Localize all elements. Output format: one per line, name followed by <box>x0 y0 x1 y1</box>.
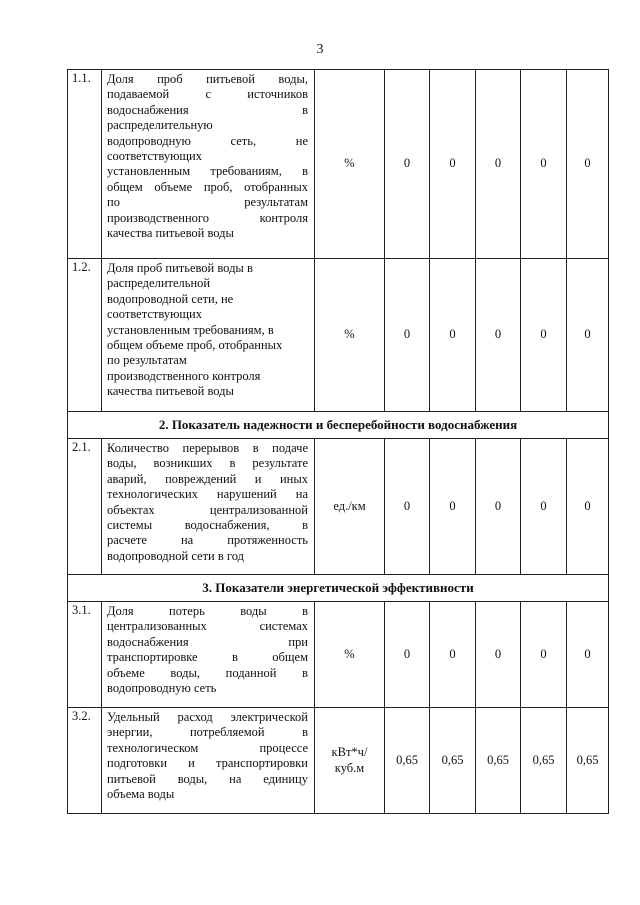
value-cell: 0,65 <box>476 708 521 814</box>
description-line: системы водоснабжения, в <box>107 517 308 532</box>
indicator-description <box>102 70 315 259</box>
value-cell: 0 <box>521 70 567 259</box>
value-cell: 0,65 <box>567 708 609 814</box>
value-cell: 0 <box>430 602 476 708</box>
table-row <box>68 708 609 814</box>
indicator-description <box>102 259 315 412</box>
table-row <box>68 259 609 412</box>
description-line: Доля потерь воды в <box>107 604 308 618</box>
value-cell: 0 <box>385 70 430 259</box>
description-line: качества питьевой воды <box>107 225 234 240</box>
description-line: качества питьевой воды <box>107 384 234 399</box>
unit-cell: ед./км <box>315 439 385 575</box>
description-line: общем объеме проб, отобранных <box>107 179 308 194</box>
description-line: Доля проб питьевой воды, <box>107 72 308 86</box>
value-cell: 0 <box>476 259 521 412</box>
description-line: общем объеме проб, отобранных <box>107 337 283 352</box>
unit-cell: % <box>315 70 385 259</box>
description-line: распределительную <box>107 118 213 133</box>
unit-cell: % <box>315 602 385 708</box>
description-line: по результатам <box>107 195 308 210</box>
value-cell: 0 <box>385 439 430 575</box>
value-cell: 0,65 <box>430 708 476 814</box>
indicator-description <box>102 602 315 708</box>
table-row <box>68 439 609 575</box>
value-cell: 0 <box>430 439 476 575</box>
description-line: подаваемой с источников <box>107 87 308 102</box>
description-line: Количество перерывов в подаче <box>107 441 308 455</box>
description-line: водопроводную сеть <box>107 680 217 695</box>
description-line: подготовки и транспортировки <box>107 756 308 771</box>
description-line: объеме воды, поданной в <box>107 665 308 680</box>
unit-cell: % <box>315 259 385 412</box>
description-line: технологических нарушений на <box>107 487 308 502</box>
row-number: 3.2. <box>68 708 102 814</box>
description-line: соответствующих <box>107 307 202 322</box>
description-line: энергии, потребляемой в <box>107 725 308 740</box>
row-number: 2.1. <box>68 439 102 575</box>
description-line: водопроводной сети, не <box>107 291 234 306</box>
indicator-description <box>102 439 315 575</box>
description-line: установленным требованиям, в <box>107 164 308 179</box>
value-cell: 0 <box>476 602 521 708</box>
unit-line: кВт*ч/ <box>331 745 368 760</box>
value-cell: 0 <box>567 70 609 259</box>
table-row <box>68 70 609 259</box>
description-line: воды, возникших в результате <box>107 456 308 471</box>
unit-cell <box>315 708 385 814</box>
value-cell: 0 <box>567 602 609 708</box>
row-number: 1.2. <box>68 259 102 412</box>
description-line: объема воды <box>107 786 175 801</box>
value-cell: 0 <box>521 602 567 708</box>
value-cell: 0 <box>521 439 567 575</box>
description-line: соответствующих <box>107 148 202 163</box>
value-cell: 0 <box>430 259 476 412</box>
value-cell: 0 <box>567 259 609 412</box>
unit-line: куб.м <box>334 760 365 775</box>
description-line: водоснабжения при <box>107 634 308 649</box>
value-cell: 0 <box>385 602 430 708</box>
description-line: водопроводную сеть, не <box>107 133 308 148</box>
row-number: 3.1. <box>68 602 102 708</box>
value-cell: 0,65 <box>521 708 567 814</box>
value-cell: 0,65 <box>385 708 430 814</box>
description-line: централизованных системах <box>107 619 308 634</box>
section-row <box>68 412 609 439</box>
description-line: транспортировке в общем <box>107 650 308 665</box>
value-cell: 0 <box>521 259 567 412</box>
description-line: расчете на протяженность <box>107 533 308 548</box>
value-cell: 0 <box>476 70 521 259</box>
value-cell: 0 <box>476 439 521 575</box>
description-line: установленным требованиям, в <box>107 322 274 337</box>
description-line: Удельный расход электрической <box>107 710 308 724</box>
value-cell: 0 <box>567 439 609 575</box>
description-line: технологическом процессе <box>107 740 308 755</box>
page-number: 3 <box>316 42 324 57</box>
description-line: питьевой воды, на единицу <box>107 771 308 786</box>
description-line: производственного контроля <box>107 368 261 383</box>
indicator-description <box>102 708 315 814</box>
description-line: распределительной <box>107 276 211 291</box>
description-line: водопроводной сети в год <box>107 548 244 563</box>
description-line: Доля проб питьевой воды в <box>107 261 253 275</box>
section-heading: 2. Показатель надежности и бесперебойности водоснабжения <box>68 412 609 439</box>
description-line: водоснабжения в <box>107 102 308 117</box>
description-line: аварий, повреждений и иных <box>107 471 308 486</box>
description-line: объектах централизованной <box>107 502 308 517</box>
value-cell: 0 <box>385 259 430 412</box>
indicators-table <box>67 69 609 814</box>
section-row <box>68 575 609 602</box>
row-number: 1.1. <box>68 70 102 259</box>
value-cell: 0 <box>430 70 476 259</box>
description-line: по результатам <box>107 353 187 368</box>
section-heading: 3. Показатели энергетической эффективности <box>68 575 609 602</box>
table-row <box>68 602 609 708</box>
description-line: производственного контроля <box>107 210 308 225</box>
